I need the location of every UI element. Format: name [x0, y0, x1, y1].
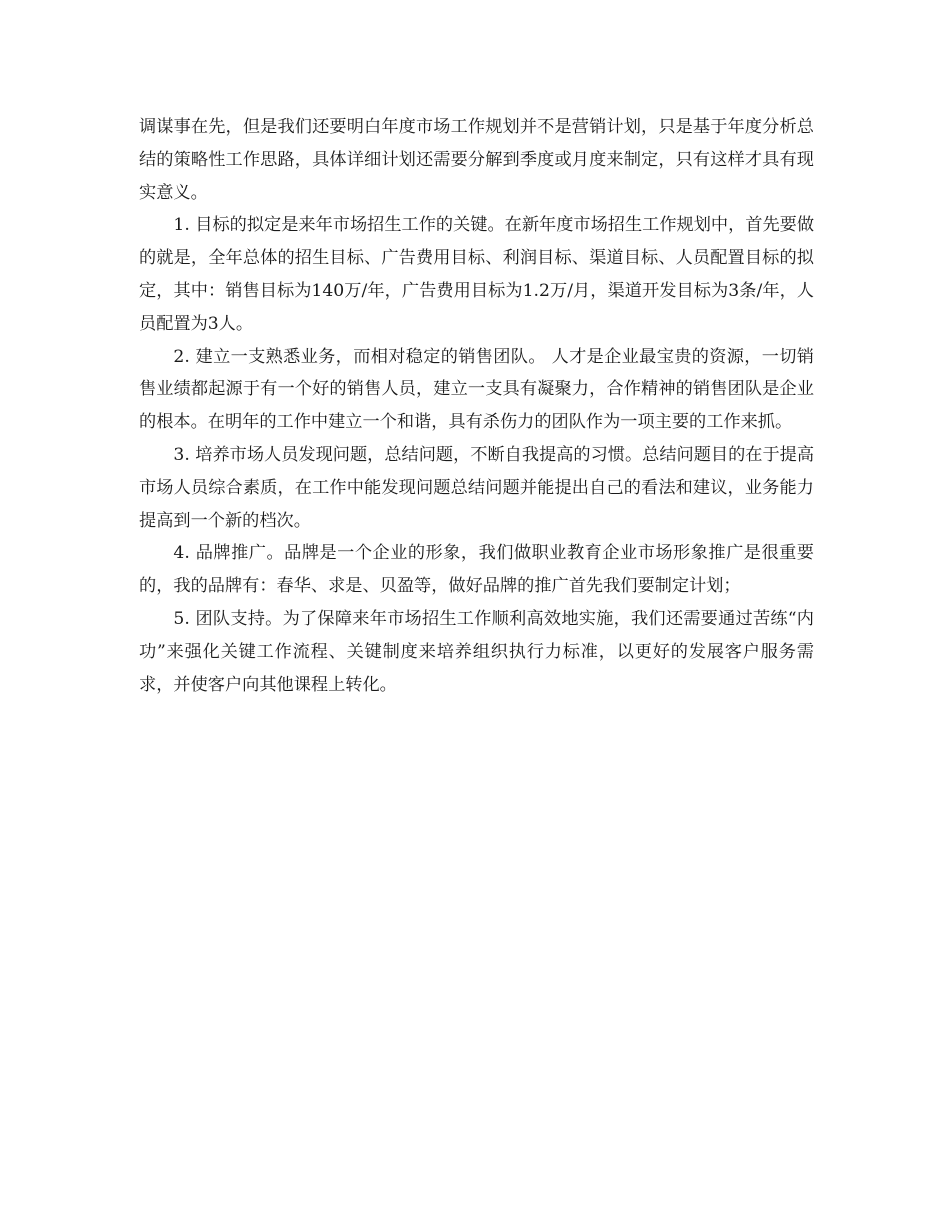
paragraph-item-3: 3. 培养市场人员发现问题，总结问题，不断自我提高的习惯。总结问题目的在于提高市场人员综合素质，在工作中能发现问题总结问题并能提出自己的看法和建议，业务能力提高到一个新的档次。 — [139, 444, 815, 531]
paragraph-item-1: 1. 目标的拟定是来年市场招生工作的关键。在新年度市场招生工作规划中，首先要做的就是，全年总体的招生目标、广告费用目标、利润目标、渠道目标、人员配置目标的拟定，其中：销售目标为140万/年，广告费用目标为1.2万/月，渠道开发目标为3条/年，人员配置为3人。 — [139, 215, 815, 334]
document-body — [139, 111, 814, 701]
paragraph-item-2: 2. 建立一支熟悉业务，而相对稳定的销售团队。 人才是企业最宝贵的资源，一切销售业绩都起源于有一个好的销售人员，建立一支具有凝聚力，合作精神的销售团队是企业的根本。在明年的工作中建立一个和谐，具有杀伤力的团队作为一项主要的工作来抓。 — [139, 346, 814, 433]
paragraph-item-5: 5. 团队支持。为了保障来年市场招生工作顺利高效地实施，我们还需要通过苦练“内功”来强化关键工作流程、关键制度来培养组织执行力标准，以更好的发展客户服务需求，并使客户向其他课程上转化。 — [139, 608, 814, 695]
paragraph-intro: 调谋事在先，但是我们还要明白年度市场工作规划并不是营销计划，只是基于年度分析总结的策略性工作思路，具体详细计划还需要分解到季度或月度来制定，只有这样才具有现实意义。 — [139, 117, 814, 203]
paragraph-item-4: 4. 品牌推广。品牌是一个企业的形象，我们做职业教育企业市场形象推广是很重要的，我的品牌有：春华、求是、贝盈等，做好品牌的推广首先我们要制定计划； — [139, 543, 814, 597]
